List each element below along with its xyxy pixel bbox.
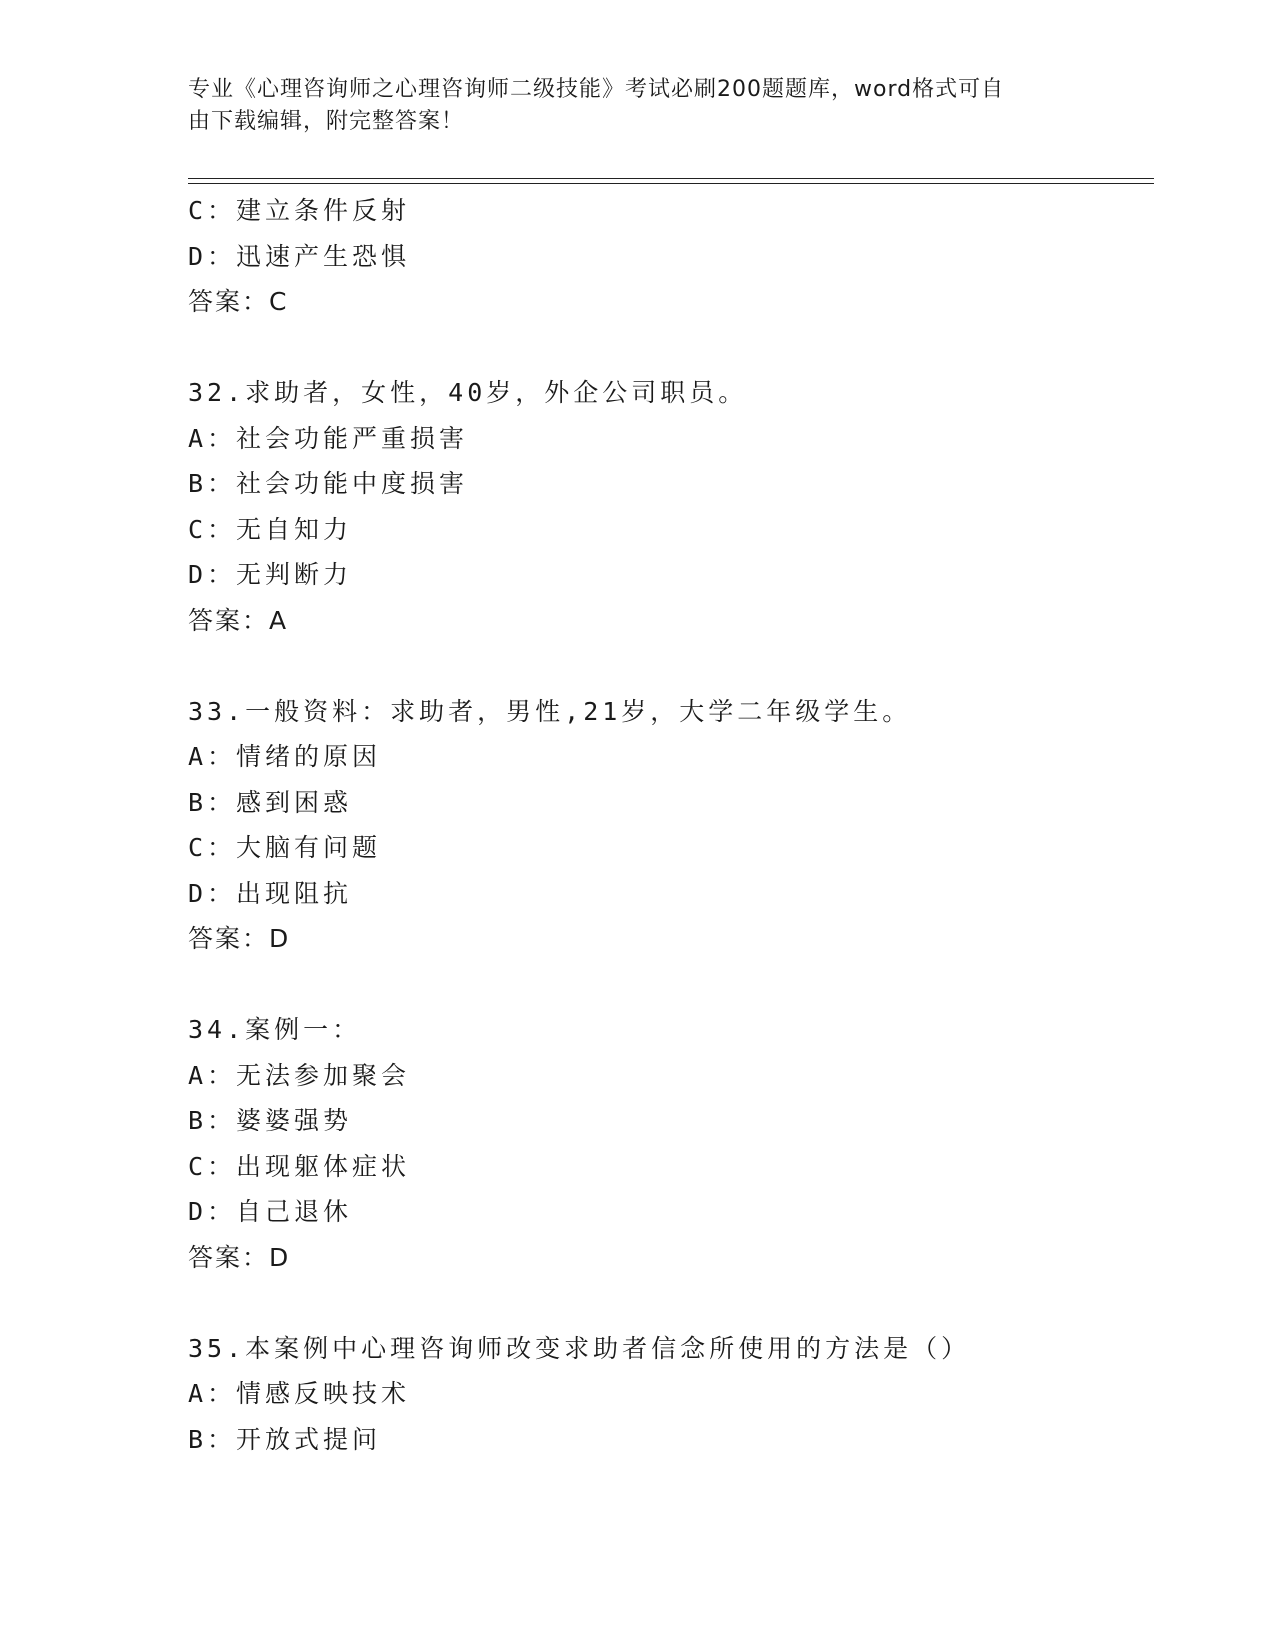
question-34-block bbox=[188, 1007, 1154, 1280]
q34-answer: 答案：D bbox=[188, 1242, 291, 1272]
question-list bbox=[188, 188, 1154, 1462]
question-35-block bbox=[188, 1326, 1154, 1463]
spacer bbox=[188, 1280, 1154, 1326]
document-header bbox=[188, 74, 1068, 138]
q33-option-a: A：情绪的原因 bbox=[188, 742, 382, 771]
q32-answer: 答案：A bbox=[188, 605, 289, 635]
q33-option-d: D：出现阻抗 bbox=[188, 878, 353, 908]
question-33-block bbox=[188, 689, 1154, 962]
q34-option-b: B：婆婆强势 bbox=[188, 1106, 353, 1135]
q35-option-a: A：情感反映技术 bbox=[188, 1379, 411, 1408]
spacer bbox=[188, 962, 1154, 1008]
q31-option-c: C：建立条件反射 bbox=[188, 196, 411, 225]
q33-answer: 答案：D bbox=[188, 924, 291, 953]
q31-answer: 答案：C bbox=[188, 287, 289, 316]
header-line-1: 专业《心理咨询师之心理咨询师二级技能》考试必刷200题题库，word格式可自 bbox=[188, 77, 1005, 102]
q34-option-a: A：无法参加聚会 bbox=[188, 1060, 411, 1090]
q34-option-c: C：出现躯体症状 bbox=[188, 1151, 411, 1181]
q32-option-b: B：社会功能中度损害 bbox=[188, 469, 469, 498]
q34-option-d: D：自己退休 bbox=[188, 1197, 353, 1226]
q32-option-c: C：无自知力 bbox=[188, 514, 353, 544]
q32-option-d: D：无判断力 bbox=[188, 560, 353, 589]
q32-option-a: A：社会功能严重损害 bbox=[188, 423, 469, 453]
header-line-2: 由下载编辑，附完整答案！ bbox=[188, 109, 465, 134]
q35-question: 35.本案例中心理咨询师改变求助者信念所使用的方法是（） bbox=[188, 1333, 971, 1363]
q34-question: 34.案例一： bbox=[188, 1015, 362, 1044]
q31-option-d: D：迅速产生恐惧 bbox=[188, 241, 411, 271]
q33-question: 33.一般资料：求助者，男性,21岁，大学二年级学生。 bbox=[188, 696, 912, 726]
q33-option-b: B：感到困惑 bbox=[188, 787, 353, 817]
header-divider-top bbox=[188, 178, 1154, 179]
q32-question: 32.求助者，女性，40岁，外企公司职员。 bbox=[188, 378, 748, 407]
q33-option-c: C：大脑有问题 bbox=[188, 833, 382, 862]
q35-option-b: B：开放式提问 bbox=[188, 1424, 382, 1454]
spacer bbox=[188, 325, 1154, 371]
spacer bbox=[188, 643, 1154, 689]
question-32-block bbox=[188, 370, 1154, 643]
header-divider-bottom bbox=[188, 183, 1154, 184]
question-31-block bbox=[188, 188, 1154, 325]
